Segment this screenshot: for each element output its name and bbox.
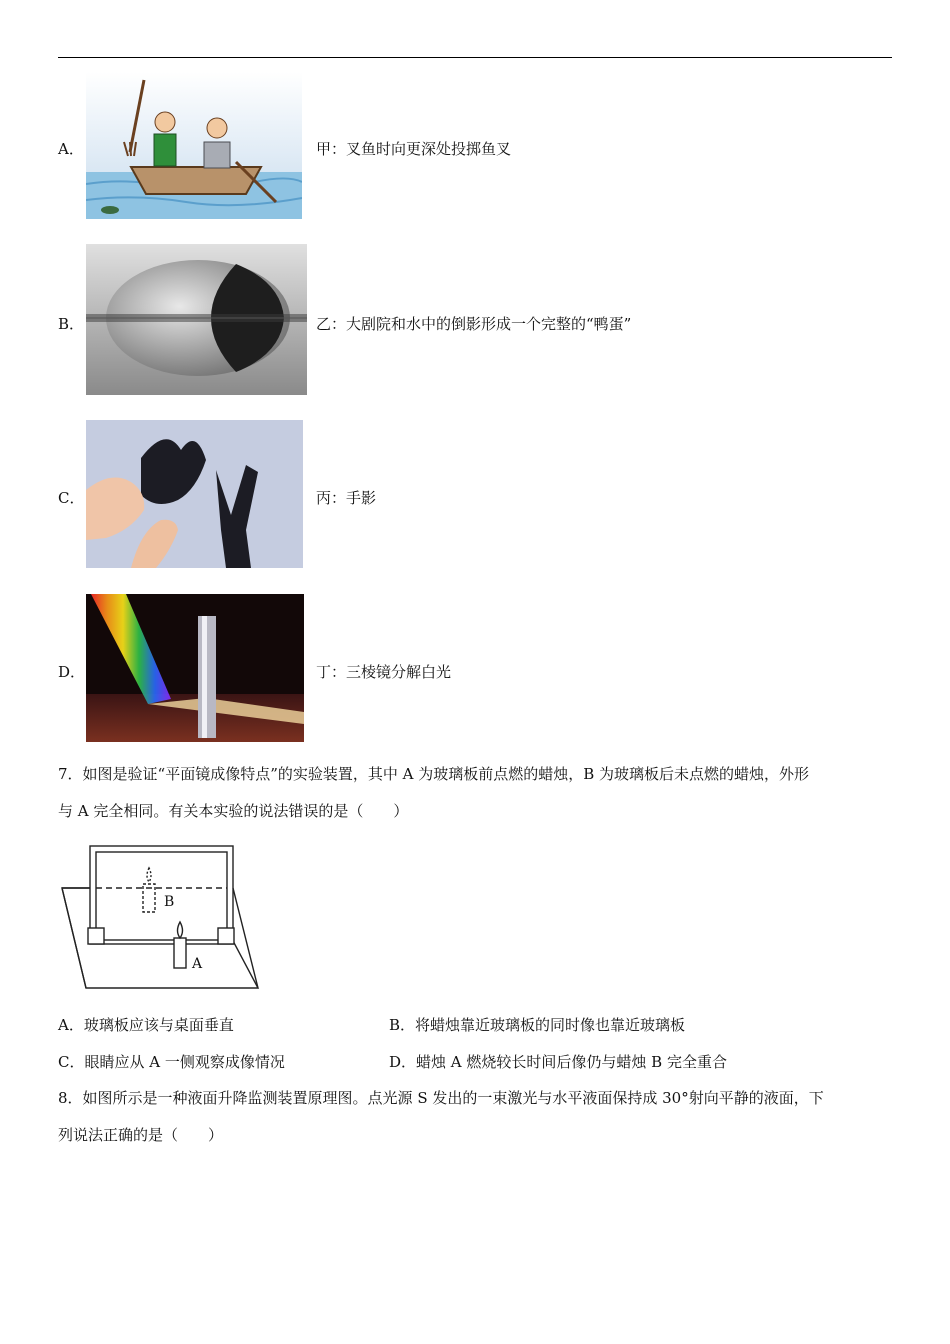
option-d-caption: 丁：三棱镜分解白光	[316, 663, 452, 681]
q7-stem-line-2: 与 A 完全相同。有关本实验的说法错误的是（ ）	[58, 802, 409, 820]
prism-dispersion-picture	[86, 594, 304, 742]
fishing-boat-picture	[86, 72, 302, 219]
option-c-caption: 丙：手影	[316, 489, 377, 507]
option-d-letter: D．	[58, 663, 86, 681]
hand-shadow-picture	[86, 420, 303, 568]
q8-stem-line-2: 列说法正确的是（ ）	[58, 1126, 224, 1144]
candle-b-label: B	[164, 894, 175, 910]
option-a-caption: 甲：叉鱼时向更深处投掷鱼叉	[316, 140, 512, 158]
q8-stem-line-1: 8．如图所示是一种液面升降监测装置原理图。点光源 S 发出的一束激光与水平液面保持成 30°射向平静的液面，下	[58, 1089, 824, 1107]
q7-stem-line-1: 7．如图是验证“平面镜成像特点”的实验装置，其中 A 为玻璃板前点燃的蜡烛，B 为玻璃板后未点燃的蜡烛，外形	[58, 765, 810, 783]
grand-theater-reflection-picture	[86, 244, 307, 395]
q7-choice-c: C．眼睛应从 A 一侧观察成像情况	[58, 1053, 285, 1071]
q7-choice-d: D．蜡烛 A 燃烧较长时间后像仍与蜡烛 B 完全重合	[389, 1053, 727, 1071]
q7-choice-b: B．将蜡烛靠近玻璃板的同时像也靠近玻璃板	[389, 1016, 686, 1034]
option-c-letter: C．	[58, 489, 85, 507]
plane-mirror-apparatus-diagram	[58, 842, 264, 992]
candle-a-label: A	[192, 956, 203, 972]
option-b-letter: B．	[58, 315, 85, 333]
header-rule	[58, 57, 892, 58]
option-a-letter: A．	[58, 140, 84, 158]
q7-choice-a: A．玻璃板应该与桌面垂直	[58, 1016, 234, 1034]
option-b-caption: 乙：大剧院和水中的倒影形成一个完整的“鸭蛋”	[316, 315, 632, 333]
